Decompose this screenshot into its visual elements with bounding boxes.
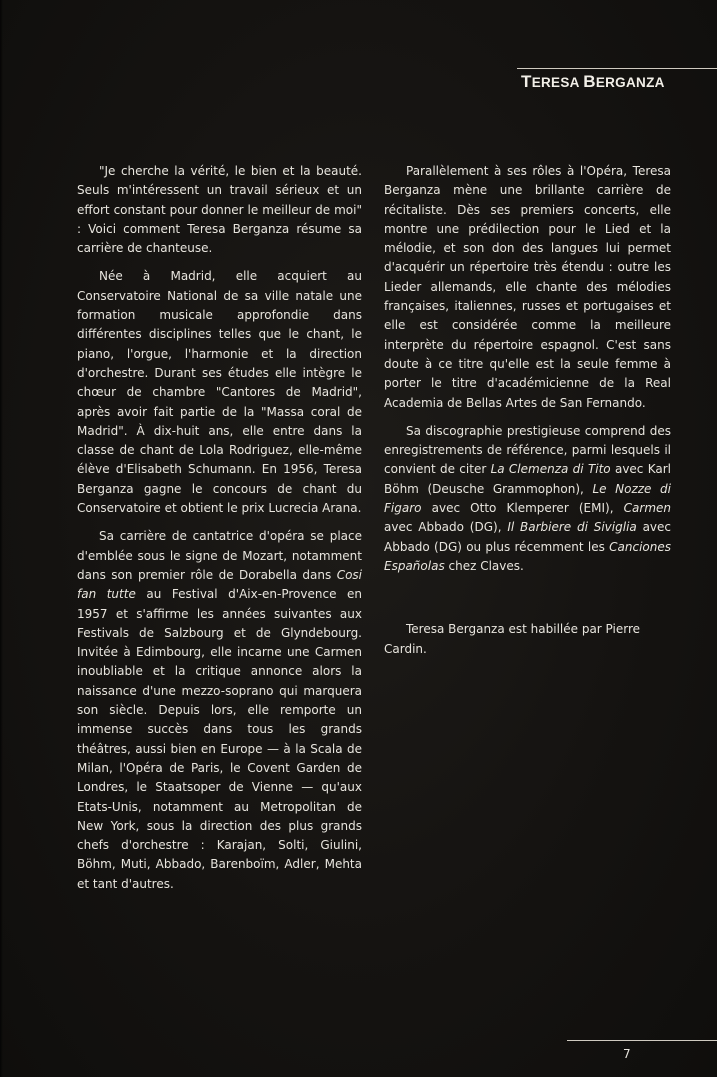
right-paragraph-2 xyxy=(384,422,671,576)
title-initial-t: T xyxy=(521,72,532,91)
p2-title-clemenza: La Clemenza di Tito xyxy=(490,462,611,477)
page-edge-shadow xyxy=(0,0,3,1077)
left-paragraph-1: "Je cherche la vérité, le bien et la beauté. Seuls m'intéressent un travail sérieux et un effort constant pour donner le meilleur de moi" : Voici comment Teresa Berganza résume sa carrière de chanteuse. xyxy=(77,164,362,256)
p2-title-canciones: Canciones Españolas xyxy=(384,539,671,573)
right-column xyxy=(384,162,671,668)
left-paragraph-2: Née à Madrid, elle acquiert au Conservatoire National de sa ville natale une formation musicale approfondie dans différentes disciplines telles que le chant, le piano, l'orgue, l'harmonie et la direction d'orchestre. Durant ses études elle intègre le chœur de chambre "Cantores de Madrid", après avoir fait partie de la "Massa coral de Madrid". À dix-huit ans, elle entre dans la classe de chant de Lola Rodriguez, elle-même élève d'Elisabeth Schumann. En 1956, Teresa Berganza gagne le concours de chant du Conservatoire et obtient le prix Lucrecia Arana. xyxy=(77,269,362,516)
p2-text-a: Sa discographie prestigieuse comprend des enregistrements de référence, parmi lesquels il convient de citer xyxy=(384,423,671,477)
p2-text-b: avec Karl Böhm (Deusche Grammophon), xyxy=(384,462,671,496)
p2-text-f: chez Claves. xyxy=(444,558,524,573)
p2-title-carmen: Carmen xyxy=(623,501,671,516)
title-rest-erganza: ERGANZA xyxy=(595,75,665,90)
header-rule xyxy=(517,68,717,69)
p3-opera-title: Cosi fan tutte xyxy=(77,567,362,602)
p2-text-c: avec Otto Klemperer (EMI), xyxy=(421,501,624,516)
p2-title-barbiere: Il Barbiere di Siviglia xyxy=(507,520,637,535)
right-paragraph-1: Parallèlement à ses rôles à l'Opéra, Teresa Berganza mène une brillante carrière de récitaliste. Dès ses premiers concerts, elle montre une prédilection pour le Lied et la mélodie, et son don des langues lui permet d'acquérir un répertoire très étendu : outre les Lieder allemands, elle chante des mélodies françaises, italiennes, russes et portugaises et elle est considérée comme la meilleure interprète du répertoire espagnol. C'est sans doute à ce titre qu'elle est la seule femme à porter le titre d'académicienne de la Real Academia de Bellas Artes de San Fernando. xyxy=(384,164,671,410)
p2-text-d: avec Abbado (DG), xyxy=(384,520,508,535)
left-paragraph-3 xyxy=(77,527,362,894)
footer-rule xyxy=(567,1040,717,1041)
p3-text-b: au Festival d'Aix-en-Provence en 1957 et s'affirme les années suivantes aux Festivals de Salzbourg et de Glyndebourg. Invitée à Edimbourg, elle incarne une Carmen inoubliable et la critique annonce alors la naissance d'une mezzo-soprano qui marquera son siècle. Depuis lors, elle remporte un immense succès dans tous les grands théâtres, aussi bien en Europe — à la Scala de Milan, l'Opéra de Paris, le Covent Garden de Londres, le Staatsoper de Vienne — qu'aux Etats-Unis, notamment au Metropolitan de New York, sous la direction des plus grands chefs d'orchestre : Karajan, Solti, Giulini, Böhm, Muti, Abbado, Barenboïm, Adler, Mehta et tant d'autres. xyxy=(77,587,362,891)
p2-title-nozze: Le Nozze di Figaro xyxy=(384,481,671,516)
page-number: 7 xyxy=(623,1047,631,1061)
title-rest-eresa: ERESA xyxy=(531,75,584,90)
costume-credit: Teresa Berganza est habillée par Pierre Cardin. xyxy=(384,622,641,656)
left-column xyxy=(77,162,362,903)
p2-text-e: avec Abbado (DG) ou plus récemment les xyxy=(384,520,672,554)
title-initial-b: B xyxy=(583,72,596,91)
page-title xyxy=(521,72,701,92)
p3-text-a: Sa carrière de cantatrice d'opéra se place d'emblée sous le signe de Mozart, notamment dans son premier rôle de Dorabella dans xyxy=(77,529,362,582)
